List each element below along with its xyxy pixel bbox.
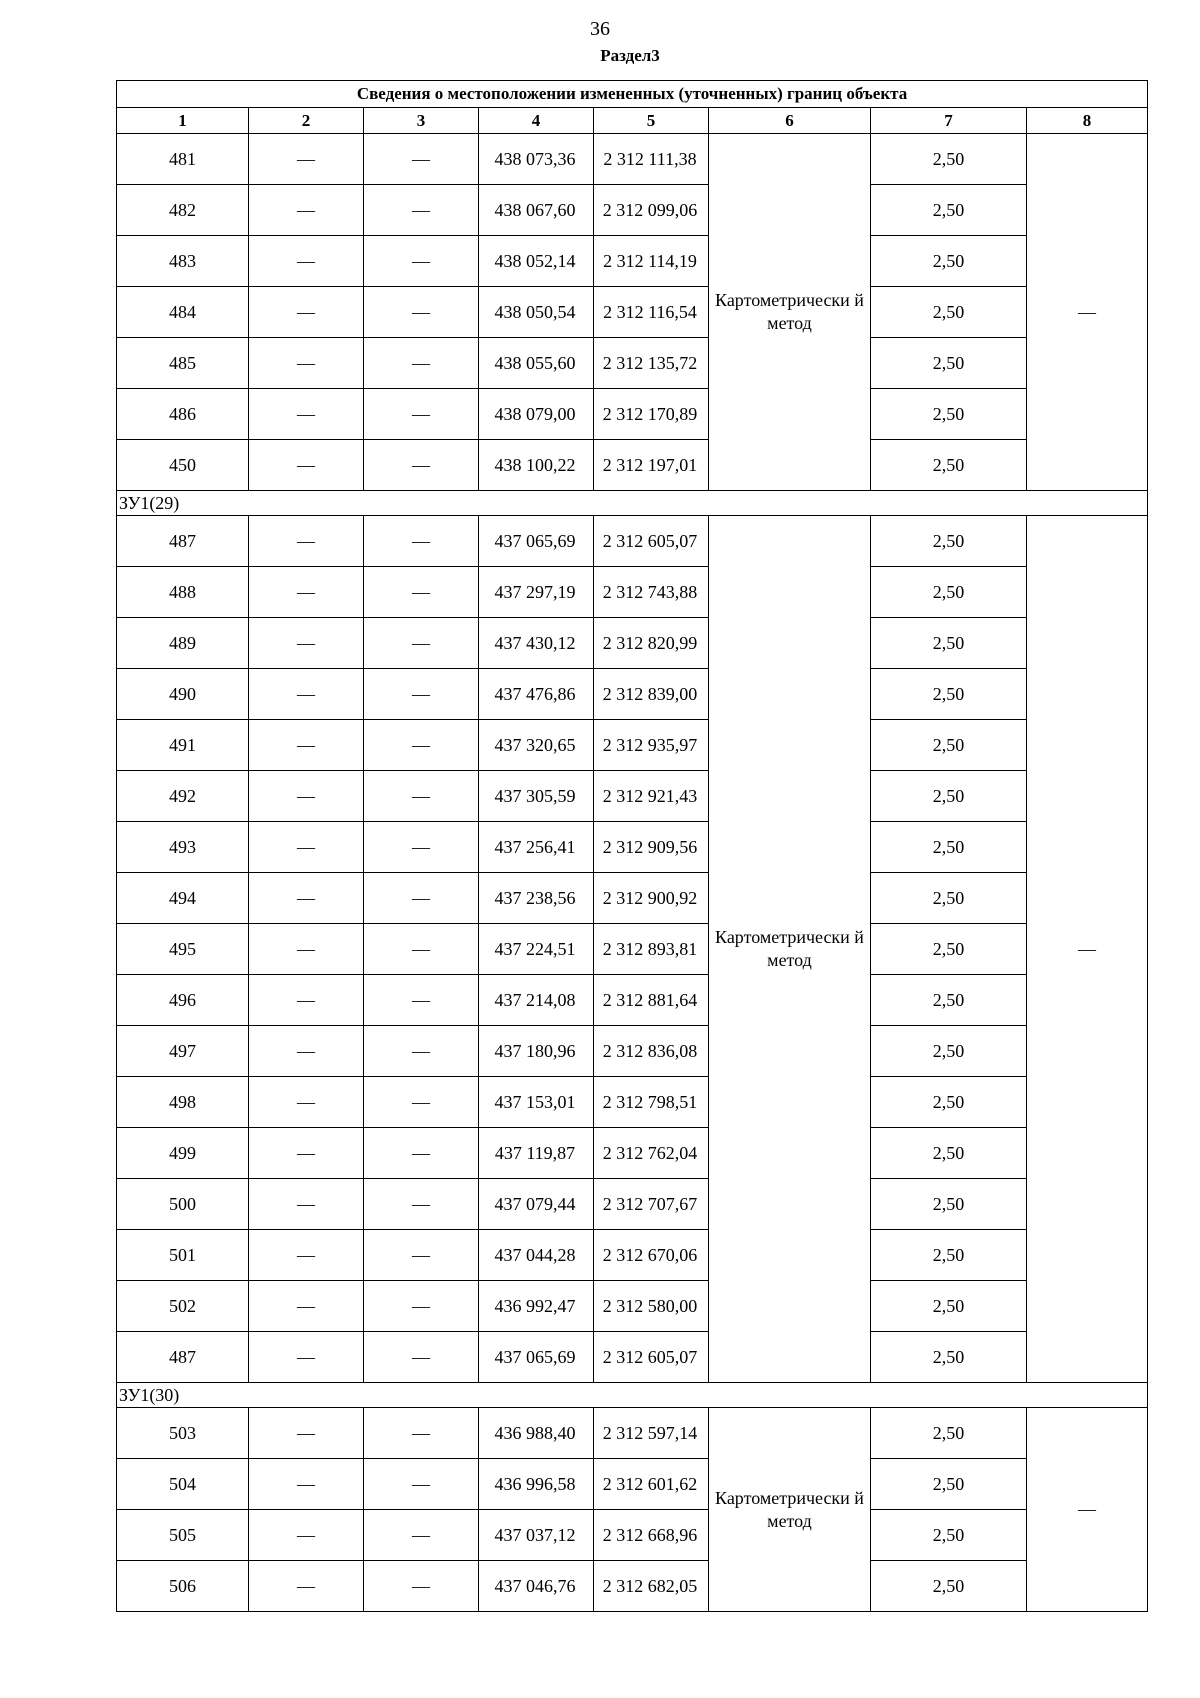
coordinate-y-cell: 2 312 580,00 (594, 1281, 709, 1332)
column-2-cell: — (249, 822, 364, 873)
accuracy-cell: 2,50 (871, 924, 1027, 975)
coordinate-x-cell: 437 320,65 (479, 720, 594, 771)
column-3-cell: — (364, 1510, 479, 1561)
column-3-cell: — (364, 287, 479, 338)
coordinate-x-cell: 438 067,60 (479, 185, 594, 236)
column-2-cell: — (249, 1510, 364, 1561)
coordinate-y-cell: 2 312 605,07 (594, 1332, 709, 1383)
column-number: 8 (1027, 108, 1148, 134)
column-3-cell: — (364, 516, 479, 567)
coordinate-y-cell: 2 312 921,43 (594, 771, 709, 822)
accuracy-cell: 2,50 (871, 134, 1027, 185)
accuracy-cell: 2,50 (871, 1561, 1027, 1612)
column-3-cell: — (364, 720, 479, 771)
column-2-cell: — (249, 338, 364, 389)
coordinate-y-cell: 2 312 605,07 (594, 516, 709, 567)
point-number-cell: 482 (117, 185, 249, 236)
point-number-cell: 498 (117, 1077, 249, 1128)
coordinate-y-cell: 2 312 116,54 (594, 287, 709, 338)
point-number-cell: 506 (117, 1561, 249, 1612)
table-row (117, 1332, 1148, 1383)
accuracy-cell: 2,50 (871, 236, 1027, 287)
table-row (117, 389, 1148, 440)
accuracy-cell: 2,50 (871, 1510, 1027, 1561)
point-number-cell: 491 (117, 720, 249, 771)
table-row (117, 771, 1148, 822)
accuracy-cell: 2,50 (871, 567, 1027, 618)
column-number: 7 (871, 108, 1027, 134)
table-row (117, 567, 1148, 618)
table-row (117, 720, 1148, 771)
table-row (117, 185, 1148, 236)
accuracy-cell: 2,50 (871, 1408, 1027, 1459)
column-2-cell: — (249, 1561, 364, 1612)
coordinate-x-cell: 437 476,86 (479, 669, 594, 720)
method-cell: Картометрически й метод (709, 1408, 871, 1612)
point-number-cell: 483 (117, 236, 249, 287)
coordinate-y-cell: 2 312 900,92 (594, 873, 709, 924)
method-cell: Картометрически й метод (709, 134, 871, 491)
accuracy-cell: 2,50 (871, 1332, 1027, 1383)
coordinate-y-cell: 2 312 762,04 (594, 1128, 709, 1179)
accuracy-cell: 2,50 (871, 975, 1027, 1026)
table-row (117, 1561, 1148, 1612)
point-number-cell: 450 (117, 440, 249, 491)
point-number-cell: 502 (117, 1281, 249, 1332)
column-2-cell: — (249, 720, 364, 771)
accuracy-cell: 2,50 (871, 1281, 1027, 1332)
coordinate-y-cell: 2 312 798,51 (594, 1077, 709, 1128)
table-row (117, 1026, 1148, 1077)
column-3-cell: — (364, 1408, 479, 1459)
table-row (117, 669, 1148, 720)
table-row (117, 1281, 1148, 1332)
accuracy-cell: 2,50 (871, 822, 1027, 873)
column-3-cell: — (364, 618, 479, 669)
column-3-cell: — (364, 1026, 479, 1077)
column-3-cell: — (364, 440, 479, 491)
column-2-cell: — (249, 567, 364, 618)
point-number-cell: 499 (117, 1128, 249, 1179)
accuracy-cell: 2,50 (871, 1459, 1027, 1510)
column-number-row (117, 108, 1148, 134)
accuracy-cell: 2,50 (871, 440, 1027, 491)
group-label: ЗУ1(29) (117, 491, 1148, 516)
table-row (117, 287, 1148, 338)
table-row (117, 822, 1148, 873)
table-row (117, 1077, 1148, 1128)
coordinate-x-cell: 438 050,54 (479, 287, 594, 338)
table-row (117, 924, 1148, 975)
point-number-cell: 505 (117, 1510, 249, 1561)
column-number: 5 (594, 108, 709, 134)
coordinate-x-cell: 437 153,01 (479, 1077, 594, 1128)
column-3-cell: — (364, 134, 479, 185)
coordinate-x-cell: 437 044,28 (479, 1230, 594, 1281)
column-3-cell: — (364, 1128, 479, 1179)
table-row (117, 338, 1148, 389)
coordinate-y-cell: 2 312 114,19 (594, 236, 709, 287)
group-label: ЗУ1(30) (117, 1383, 1148, 1408)
coordinate-x-cell: 437 079,44 (479, 1179, 594, 1230)
coordinate-y-cell: 2 312 707,67 (594, 1179, 709, 1230)
coordinate-y-cell: 2 312 197,01 (594, 440, 709, 491)
table-row (117, 516, 1148, 567)
coordinate-x-cell: 437 297,19 (479, 567, 594, 618)
column-number: 2 (249, 108, 364, 134)
column-2-cell: — (249, 389, 364, 440)
table-row (117, 1408, 1148, 1459)
coordinate-y-cell: 2 312 881,64 (594, 975, 709, 1026)
coordinate-x-cell: 438 079,00 (479, 389, 594, 440)
column-2-cell: — (249, 440, 364, 491)
coordinate-x-cell: 438 055,60 (479, 338, 594, 389)
coordinate-y-cell: 2 312 893,81 (594, 924, 709, 975)
table-row (117, 618, 1148, 669)
coordinate-x-cell: 437 224,51 (479, 924, 594, 975)
point-number-cell: 492 (117, 771, 249, 822)
coordinate-x-cell: 437 305,59 (479, 771, 594, 822)
column-3-cell: — (364, 389, 479, 440)
coordinate-y-cell: 2 312 670,06 (594, 1230, 709, 1281)
coordinate-y-cell: 2 312 682,05 (594, 1561, 709, 1612)
column-2-cell: — (249, 1026, 364, 1077)
column-3-cell: — (364, 873, 479, 924)
column-2-cell: — (249, 924, 364, 975)
column-3-cell: — (364, 975, 479, 1026)
column-2-cell: — (249, 1128, 364, 1179)
coordinate-y-cell: 2 312 935,97 (594, 720, 709, 771)
column-3-cell: — (364, 669, 479, 720)
point-number-cell: 481 (117, 134, 249, 185)
accuracy-cell: 2,50 (871, 771, 1027, 822)
point-number-cell: 489 (117, 618, 249, 669)
coordinate-x-cell: 437 430,12 (479, 618, 594, 669)
column-2-cell: — (249, 1281, 364, 1332)
coordinate-x-cell: 438 100,22 (479, 440, 594, 491)
point-number-cell: 493 (117, 822, 249, 873)
table-row (117, 1459, 1148, 1510)
accuracy-cell: 2,50 (871, 873, 1027, 924)
table-row (117, 236, 1148, 287)
accuracy-cell: 2,50 (871, 516, 1027, 567)
column-3-cell: — (364, 1332, 479, 1383)
table-title: Сведения о местоположении измененных (уточненных) границ объекта (117, 81, 1148, 108)
point-number-cell: 490 (117, 669, 249, 720)
coordinate-x-cell: 437 119,87 (479, 1128, 594, 1179)
column-3-cell: — (364, 771, 479, 822)
column-2-cell: — (249, 185, 364, 236)
column-2-cell: — (249, 236, 364, 287)
column-3-cell: — (364, 1179, 479, 1230)
coordinate-x-cell: 438 052,14 (479, 236, 594, 287)
column-2-cell: — (249, 516, 364, 567)
column-2-cell: — (249, 1179, 364, 1230)
column-3-cell: — (364, 924, 479, 975)
table-row (117, 873, 1148, 924)
coordinate-x-cell: 436 988,40 (479, 1408, 594, 1459)
point-number-cell: 500 (117, 1179, 249, 1230)
point-number-cell: 495 (117, 924, 249, 975)
point-number-cell: 494 (117, 873, 249, 924)
point-number-cell: 497 (117, 1026, 249, 1077)
point-number-cell: 501 (117, 1230, 249, 1281)
accuracy-cell: 2,50 (871, 185, 1027, 236)
column-2-cell: — (249, 873, 364, 924)
accuracy-cell: 2,50 (871, 720, 1027, 771)
coordinate-y-cell: 2 312 836,08 (594, 1026, 709, 1077)
point-number-cell: 496 (117, 975, 249, 1026)
column-2-cell: — (249, 618, 364, 669)
column-3-cell: — (364, 236, 479, 287)
coordinate-y-cell: 2 312 668,96 (594, 1510, 709, 1561)
point-number-cell: 484 (117, 287, 249, 338)
section-title: Раздел3 (600, 46, 660, 65)
table-row (117, 1128, 1148, 1179)
table-row (117, 1510, 1148, 1561)
coordinate-x-cell: 438 073,36 (479, 134, 594, 185)
column-3-cell: — (364, 822, 479, 873)
table-row (117, 975, 1148, 1026)
accuracy-cell: 2,50 (871, 1230, 1027, 1281)
coordinate-x-cell: 437 046,76 (479, 1561, 594, 1612)
column-2-cell: — (249, 1230, 364, 1281)
table-row (117, 1230, 1148, 1281)
accuracy-cell: 2,50 (871, 287, 1027, 338)
coordinate-y-cell: 2 312 099,06 (594, 185, 709, 236)
coordinate-x-cell: 437 065,69 (479, 1332, 594, 1383)
coordinate-x-cell: 437 037,12 (479, 1510, 594, 1561)
column-2-cell: — (249, 1459, 364, 1510)
coordinate-x-cell: 437 214,08 (479, 975, 594, 1026)
column-3-cell: — (364, 1281, 479, 1332)
coordinate-x-cell: 437 065,69 (479, 516, 594, 567)
accuracy-cell: 2,50 (871, 1077, 1027, 1128)
column-2-cell: — (249, 134, 364, 185)
coordinate-y-cell: 2 312 909,56 (594, 822, 709, 873)
point-number-cell: 486 (117, 389, 249, 440)
accuracy-cell: 2,50 (871, 1128, 1027, 1179)
coordinate-y-cell: 2 312 111,38 (594, 134, 709, 185)
column-8-cell: — (1027, 1408, 1148, 1612)
column-number: 6 (709, 108, 871, 134)
column-3-cell: — (364, 1230, 479, 1281)
coordinate-y-cell: 2 312 170,89 (594, 389, 709, 440)
column-3-cell: — (364, 185, 479, 236)
coordinate-x-cell: 436 996,58 (479, 1459, 594, 1510)
column-2-cell: — (249, 975, 364, 1026)
accuracy-cell: 2,50 (871, 618, 1027, 669)
table-row (117, 1179, 1148, 1230)
accuracy-cell: 2,50 (871, 389, 1027, 440)
column-3-cell: — (364, 1077, 479, 1128)
column-2-cell: — (249, 1077, 364, 1128)
coordinate-y-cell: 2 312 135,72 (594, 338, 709, 389)
table-row (117, 440, 1148, 491)
point-number-cell: 485 (117, 338, 249, 389)
coordinate-y-cell: 2 312 601,62 (594, 1459, 709, 1510)
column-8-cell: — (1027, 134, 1148, 491)
boundary-coordinates-table (116, 80, 1148, 1612)
coordinate-y-cell: 2 312 839,00 (594, 669, 709, 720)
column-2-cell: — (249, 287, 364, 338)
column-number: 1 (117, 108, 249, 134)
coordinate-x-cell: 437 180,96 (479, 1026, 594, 1077)
accuracy-cell: 2,50 (871, 1026, 1027, 1077)
point-number-cell: 488 (117, 567, 249, 618)
page-number: 36 (590, 18, 610, 40)
column-3-cell: — (364, 1459, 479, 1510)
coordinate-x-cell: 437 238,56 (479, 873, 594, 924)
group-label-row (117, 1383, 1148, 1408)
column-8-cell: — (1027, 516, 1148, 1383)
column-2-cell: — (249, 1332, 364, 1383)
accuracy-cell: 2,50 (871, 669, 1027, 720)
coordinate-y-cell: 2 312 820,99 (594, 618, 709, 669)
coordinate-y-cell: 2 312 743,88 (594, 567, 709, 618)
accuracy-cell: 2,50 (871, 1179, 1027, 1230)
point-number-cell: 504 (117, 1459, 249, 1510)
point-number-cell: 503 (117, 1408, 249, 1459)
column-number: 3 (364, 108, 479, 134)
column-2-cell: — (249, 669, 364, 720)
column-3-cell: — (364, 567, 479, 618)
column-2-cell: — (249, 1408, 364, 1459)
method-cell: Картометрически й метод (709, 516, 871, 1383)
coordinate-x-cell: 436 992,47 (479, 1281, 594, 1332)
column-2-cell: — (249, 771, 364, 822)
point-number-cell: 487 (117, 516, 249, 567)
group-label-row (117, 491, 1148, 516)
point-number-cell: 487 (117, 1332, 249, 1383)
accuracy-cell: 2,50 (871, 338, 1027, 389)
column-3-cell: — (364, 338, 479, 389)
column-number: 4 (479, 108, 594, 134)
coordinate-y-cell: 2 312 597,14 (594, 1408, 709, 1459)
column-3-cell: — (364, 1561, 479, 1612)
coordinate-x-cell: 437 256,41 (479, 822, 594, 873)
table-row (117, 134, 1148, 185)
